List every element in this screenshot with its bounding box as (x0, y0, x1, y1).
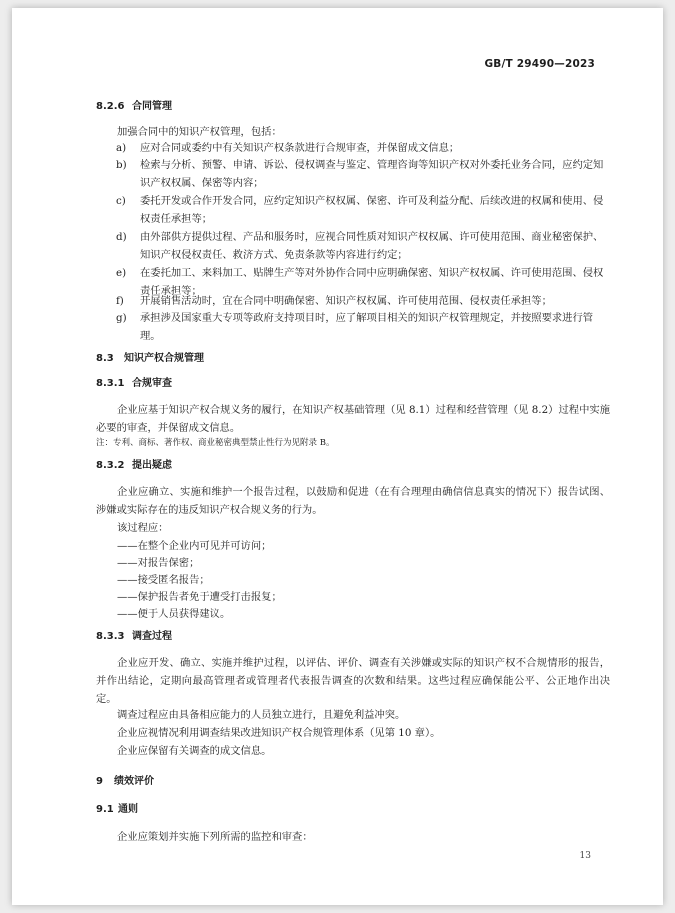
dash-item: ——接受匿名报告； (117, 574, 210, 586)
intro-text: 加强合同中的知识产权管理，包括： (117, 126, 282, 138)
item-text: 由外部供方提供过程、产品和服务时，应视合同性质对知识产权权属、许可使用范围、商业秘密保护、知识产权侵权责任、救济方式、免责条款等内容进行约定； (140, 231, 604, 261)
paragraph: 企业应基于知识产权合规义务的履行，在知识产权基础管理（见 8.1）过程和经营管理（见 8.2）过程中实施必要的审查，并保留成文信息。 (96, 404, 610, 434)
item-label: g) (116, 312, 127, 324)
list-item (116, 139, 610, 157)
section-number: 8.3.2 (96, 460, 125, 471)
section-title: 绩效评价 (114, 776, 154, 787)
heading-8-3-1 (96, 377, 172, 391)
paragraph-line: 企业应保留有关调查的成文信息。 (117, 745, 272, 757)
lead-text: 该过程应： (117, 522, 169, 534)
list-item (116, 228, 610, 264)
heading-8-3 (96, 352, 204, 366)
dash-item: ——对报告保密； (117, 557, 200, 569)
section-number: 8.3 (96, 353, 114, 364)
section-number: 8.2.6 (96, 101, 125, 112)
heading-8-3-2 (96, 459, 172, 473)
note: 注：专利、商标、著作权、商业秘密典型禁止性行为见附录 B。 (96, 438, 335, 448)
section-number: 8.3.3 (96, 631, 125, 642)
item-text: 委托开发或合作开发合同，应约定知识产权权属、保密、许可及利益分配、后续改进的权属和使用、侵权责任承担等； (140, 195, 604, 225)
item-label: d) (116, 231, 127, 243)
list-item (116, 192, 610, 228)
item-label: a) (116, 142, 127, 154)
item-label: c) (116, 195, 126, 207)
dash-item: ——保护报告者免于遭受打击报复； (117, 591, 282, 603)
section-number: 9 (96, 776, 103, 787)
document-page (12, 8, 663, 905)
standard-number: GB/T 29490—2023 (484, 58, 595, 70)
heading-9-1 (96, 803, 138, 817)
section-title: 知识产权合规管理 (124, 353, 204, 364)
paragraph-line: 企业应策划并实施下列所需的监控和审查： (117, 831, 313, 843)
paragraph: 企业应确立、实施和维护一个报告过程，以鼓励和促进（在有合理理由确信信息真实的情况下）报告试图、涉嫌或实际存在的违反知识产权合规义务的行为。 (96, 486, 610, 516)
list-item (116, 292, 610, 310)
item-label: b) (116, 159, 127, 171)
paragraph: 企业应开发、确立、实施并维护过程，以评估、评价、调查有关涉嫌或实际的知识产权不合规情形的报告，并作出结论，定期向最高管理者或管理者代表报告调查的次数和结果。这些过程应确保能公平、公正地作出决定。 (96, 657, 610, 705)
item-label: e) (116, 267, 127, 279)
item-text: 在委托加工、来料加工、贴牌生产等对外协作合同中应明确保密、知识产权权属、许可使用范围、侵权责任承担等； (140, 267, 604, 297)
section-title: 合规审查 (132, 378, 172, 389)
item-text: 检索与分析、预警、申请、诉讼、侵权调查与鉴定、管理咨询等知识产权对外委托业务合同，应约定知识产权权属、保密等内容； (140, 159, 604, 189)
list-item (116, 156, 610, 192)
section-number: 9.1 (96, 804, 114, 815)
section-title: 提出疑虑 (132, 460, 172, 471)
item-label: f) (116, 295, 124, 307)
section-title: 通则 (118, 804, 138, 815)
section-number: 8.3.1 (96, 378, 125, 389)
dash-item: ——在整个企业内可见并可访问； (117, 540, 272, 552)
section-title: 合同管理 (132, 101, 172, 112)
heading-8-2-6 (96, 100, 172, 114)
item-text: 承担涉及国家重大专项等政府支持项目时，应了解项目相关的知识产权管理规定，并按照要求进行管理。 (140, 312, 594, 342)
item-text: 应对合同或委约中有关知识产权条款进行合规审查，并保留成文信息； (140, 142, 460, 154)
dash-item: ——便于人员获得建议。 (117, 608, 231, 620)
page-number: 13 (579, 851, 591, 861)
paragraph-line: 调查过程应由具备相应能力的人员独立进行，且避免利益冲突。 (117, 709, 406, 721)
paragraph-line: 企业应视情况利用调查结果改进知识产权合规管理体系（见第 10 章）。 (117, 727, 441, 739)
heading-9 (96, 775, 154, 789)
list-item (116, 309, 610, 345)
section-title: 调查过程 (132, 631, 172, 642)
item-text: 开展销售活动时，宜在合同中明确保密、知识产权权属、许可使用范围、侵权责任承担等； (140, 295, 552, 307)
heading-8-3-3 (96, 630, 172, 644)
